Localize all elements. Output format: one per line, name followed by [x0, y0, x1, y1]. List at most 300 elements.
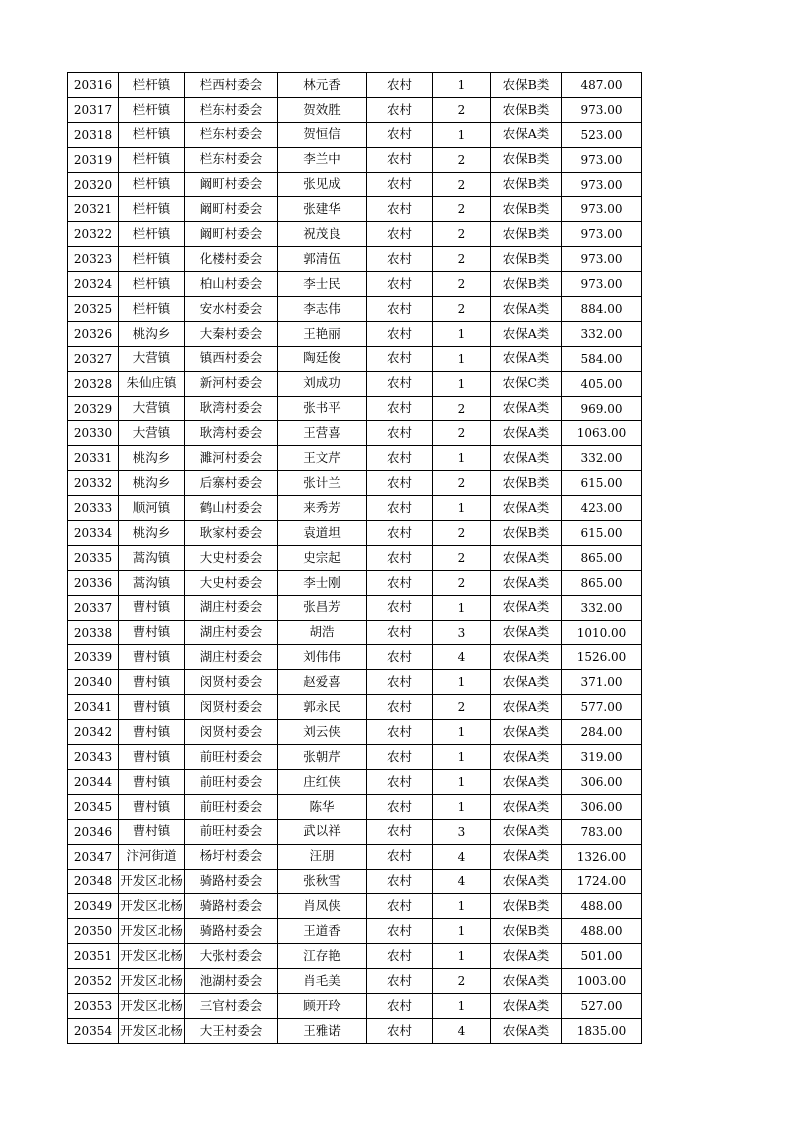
- table-row: [68, 969, 642, 994]
- record-id-cell: 20339: [68, 645, 119, 670]
- record-id-cell: 20320: [68, 172, 119, 197]
- record-id-cell: 20345: [68, 794, 119, 819]
- person-name-cell: 刘云侠: [278, 720, 367, 745]
- town-cell: 朱仙庄镇: [119, 371, 185, 396]
- insurance-category-cell: 农保A类: [491, 969, 562, 994]
- table-row: [68, 545, 642, 570]
- record-id-cell: 20349: [68, 894, 119, 919]
- village-committee-cell: 大王村委会: [185, 1018, 278, 1043]
- amount-cell: 332.00: [562, 446, 642, 471]
- village-committee-cell: 鹤山村委会: [185, 496, 278, 521]
- insurance-category-cell: 农保A类: [491, 720, 562, 745]
- area-type-cell: 农村: [367, 944, 433, 969]
- town-cell: 栏杆镇: [119, 247, 185, 272]
- town-cell: 开发区北杨: [119, 969, 185, 994]
- amount-cell: 615.00: [562, 521, 642, 546]
- amount-cell: 319.00: [562, 745, 642, 770]
- area-type-cell: 农村: [367, 197, 433, 222]
- area-type-cell: 农村: [367, 794, 433, 819]
- table-row: [68, 695, 642, 720]
- record-id-cell: 20323: [68, 247, 119, 272]
- village-committee-cell: 前旺村委会: [185, 745, 278, 770]
- insurance-category-cell: 农保A类: [491, 570, 562, 595]
- area-type-cell: 农村: [367, 446, 433, 471]
- amount-cell: 1003.00: [562, 969, 642, 994]
- insurance-category-cell: 农保A类: [491, 844, 562, 869]
- amount-cell: 615.00: [562, 471, 642, 496]
- area-type-cell: 农村: [367, 645, 433, 670]
- record-id-cell: 20322: [68, 222, 119, 247]
- village-committee-cell: 大张村委会: [185, 944, 278, 969]
- table-row: [68, 272, 642, 297]
- household-count-cell: 1: [433, 595, 491, 620]
- household-count-cell: 3: [433, 620, 491, 645]
- insurance-category-cell: 农保B类: [491, 272, 562, 297]
- insurance-category-cell: 农保B类: [491, 147, 562, 172]
- amount-cell: 1063.00: [562, 421, 642, 446]
- town-cell: 开发区北杨: [119, 993, 185, 1018]
- household-count-cell: 2: [433, 197, 491, 222]
- amount-cell: 501.00: [562, 944, 642, 969]
- town-cell: 栏杆镇: [119, 122, 185, 147]
- household-count-cell: 1: [433, 794, 491, 819]
- table-row: [68, 147, 642, 172]
- town-cell: 曹村镇: [119, 620, 185, 645]
- amount-cell: 865.00: [562, 545, 642, 570]
- household-count-cell: 1: [433, 745, 491, 770]
- person-name-cell: 武以祥: [278, 819, 367, 844]
- town-cell: 曹村镇: [119, 695, 185, 720]
- person-name-cell: 顾开玲: [278, 993, 367, 1018]
- insurance-category-cell: 农保A类: [491, 620, 562, 645]
- person-name-cell: 张建华: [278, 197, 367, 222]
- household-count-cell: 2: [433, 695, 491, 720]
- amount-cell: 584.00: [562, 346, 642, 371]
- insurance-category-cell: 农保A类: [491, 122, 562, 147]
- insurance-category-cell: 农保B类: [491, 97, 562, 122]
- amount-cell: 1835.00: [562, 1018, 642, 1043]
- town-cell: 曹村镇: [119, 645, 185, 670]
- insurance-category-cell: 农保A类: [491, 645, 562, 670]
- town-cell: 栏杆镇: [119, 297, 185, 322]
- town-cell: 桃沟乡: [119, 446, 185, 471]
- person-name-cell: 贺恒信: [278, 122, 367, 147]
- area-type-cell: 农村: [367, 819, 433, 844]
- person-name-cell: 刘成功: [278, 371, 367, 396]
- household-count-cell: 1: [433, 670, 491, 695]
- area-type-cell: 农村: [367, 570, 433, 595]
- village-committee-cell: 阚町村委会: [185, 197, 278, 222]
- area-type-cell: 农村: [367, 595, 433, 620]
- insurance-category-cell: 农保A类: [491, 695, 562, 720]
- amount-cell: 332.00: [562, 595, 642, 620]
- table-row: [68, 446, 642, 471]
- amount-cell: 884.00: [562, 297, 642, 322]
- person-name-cell: 王文芹: [278, 446, 367, 471]
- insurance-category-cell: 农保A类: [491, 869, 562, 894]
- person-name-cell: 赵爱喜: [278, 670, 367, 695]
- record-id-cell: 20332: [68, 471, 119, 496]
- town-cell: 大营镇: [119, 421, 185, 446]
- village-committee-cell: 柏山村委会: [185, 272, 278, 297]
- area-type-cell: 农村: [367, 969, 433, 994]
- record-id-cell: 20354: [68, 1018, 119, 1043]
- record-id-cell: 20317: [68, 97, 119, 122]
- amount-cell: 973.00: [562, 147, 642, 172]
- table-body: [68, 73, 642, 1044]
- household-count-cell: 1: [433, 919, 491, 944]
- table-row: [68, 122, 642, 147]
- village-committee-cell: 骑路村委会: [185, 869, 278, 894]
- area-type-cell: 农村: [367, 745, 433, 770]
- household-count-cell: 2: [433, 396, 491, 421]
- insurance-category-cell: 农保B类: [491, 73, 562, 98]
- table-row: [68, 496, 642, 521]
- area-type-cell: 农村: [367, 720, 433, 745]
- village-committee-cell: 阚町村委会: [185, 222, 278, 247]
- household-count-cell: 2: [433, 545, 491, 570]
- area-type-cell: 农村: [367, 919, 433, 944]
- village-committee-cell: 骑路村委会: [185, 919, 278, 944]
- village-committee-cell: 耿家村委会: [185, 521, 278, 546]
- household-count-cell: 1: [433, 720, 491, 745]
- amount-cell: 1526.00: [562, 645, 642, 670]
- household-count-cell: 2: [433, 147, 491, 172]
- amount-cell: 423.00: [562, 496, 642, 521]
- person-name-cell: 祝茂良: [278, 222, 367, 247]
- insurance-category-cell: 农保A类: [491, 670, 562, 695]
- amount-cell: 488.00: [562, 894, 642, 919]
- insurance-category-cell: 农保B类: [491, 521, 562, 546]
- village-committee-cell: 三官村委会: [185, 993, 278, 1018]
- household-count-cell: 4: [433, 869, 491, 894]
- area-type-cell: 农村: [367, 222, 433, 247]
- insurance-category-cell: 农保A类: [491, 1018, 562, 1043]
- table-row: [68, 297, 642, 322]
- area-type-cell: 农村: [367, 371, 433, 396]
- household-count-cell: 2: [433, 172, 491, 197]
- town-cell: 汴河街道: [119, 844, 185, 869]
- household-count-cell: 3: [433, 819, 491, 844]
- town-cell: 曹村镇: [119, 720, 185, 745]
- record-id-cell: 20330: [68, 421, 119, 446]
- insurance-category-cell: 农保A类: [491, 993, 562, 1018]
- village-committee-cell: 骑路村委会: [185, 894, 278, 919]
- record-id-cell: 20335: [68, 545, 119, 570]
- village-committee-cell: 湖庄村委会: [185, 620, 278, 645]
- area-type-cell: 农村: [367, 894, 433, 919]
- table-row: [68, 1018, 642, 1043]
- person-name-cell: 张书平: [278, 396, 367, 421]
- record-id-cell: 20351: [68, 944, 119, 969]
- insurance-category-cell: 农保A类: [491, 769, 562, 794]
- area-type-cell: 农村: [367, 321, 433, 346]
- amount-cell: 1724.00: [562, 869, 642, 894]
- household-count-cell: 2: [433, 97, 491, 122]
- amount-cell: 284.00: [562, 720, 642, 745]
- village-committee-cell: 湖庄村委会: [185, 645, 278, 670]
- town-cell: 蒿沟镇: [119, 570, 185, 595]
- record-id-cell: 20350: [68, 919, 119, 944]
- household-count-cell: 2: [433, 421, 491, 446]
- village-committee-cell: 濉河村委会: [185, 446, 278, 471]
- town-cell: 开发区北杨: [119, 894, 185, 919]
- household-count-cell: 1: [433, 993, 491, 1018]
- table-row: [68, 645, 642, 670]
- insurance-category-cell: 农保A类: [491, 595, 562, 620]
- household-count-cell: 1: [433, 446, 491, 471]
- insurance-category-cell: 农保B类: [491, 247, 562, 272]
- town-cell: 栏杆镇: [119, 172, 185, 197]
- table-row: [68, 869, 642, 894]
- household-count-cell: 1: [433, 73, 491, 98]
- village-committee-cell: 前旺村委会: [185, 794, 278, 819]
- person-name-cell: 史宗起: [278, 545, 367, 570]
- table-row: [68, 421, 642, 446]
- table-row: [68, 521, 642, 546]
- area-type-cell: 农村: [367, 396, 433, 421]
- person-name-cell: 庄红侠: [278, 769, 367, 794]
- person-name-cell: 江存艳: [278, 944, 367, 969]
- table-row: [68, 819, 642, 844]
- table-row: [68, 197, 642, 222]
- amount-cell: 371.00: [562, 670, 642, 695]
- insurance-category-cell: 农保A类: [491, 545, 562, 570]
- area-type-cell: 农村: [367, 471, 433, 496]
- town-cell: 桃沟乡: [119, 471, 185, 496]
- table-row: [68, 371, 642, 396]
- town-cell: 曹村镇: [119, 794, 185, 819]
- amount-cell: 783.00: [562, 819, 642, 844]
- area-type-cell: 农村: [367, 346, 433, 371]
- amount-cell: 487.00: [562, 73, 642, 98]
- household-count-cell: 2: [433, 272, 491, 297]
- village-committee-cell: 杨圩村委会: [185, 844, 278, 869]
- village-committee-cell: 安水村委会: [185, 297, 278, 322]
- record-id-cell: 20344: [68, 769, 119, 794]
- town-cell: 曹村镇: [119, 745, 185, 770]
- insurance-category-cell: 农保A类: [491, 745, 562, 770]
- village-committee-cell: 新河村委会: [185, 371, 278, 396]
- person-name-cell: 林元香: [278, 73, 367, 98]
- household-count-cell: 1: [433, 496, 491, 521]
- record-id-cell: 20321: [68, 197, 119, 222]
- town-cell: 开发区北杨: [119, 869, 185, 894]
- table-row: [68, 894, 642, 919]
- household-count-cell: 2: [433, 969, 491, 994]
- village-committee-cell: 前旺村委会: [185, 819, 278, 844]
- town-cell: 桃沟乡: [119, 321, 185, 346]
- town-cell: 曹村镇: [119, 670, 185, 695]
- town-cell: 栏杆镇: [119, 73, 185, 98]
- record-id-cell: 20325: [68, 297, 119, 322]
- table-row: [68, 769, 642, 794]
- area-type-cell: 农村: [367, 272, 433, 297]
- amount-cell: 405.00: [562, 371, 642, 396]
- area-type-cell: 农村: [367, 73, 433, 98]
- household-count-cell: 4: [433, 645, 491, 670]
- household-count-cell: 2: [433, 570, 491, 595]
- table-row: [68, 73, 642, 98]
- person-name-cell: 王营喜: [278, 421, 367, 446]
- insurance-category-cell: 农保A类: [491, 944, 562, 969]
- area-type-cell: 农村: [367, 695, 433, 720]
- table-row: [68, 570, 642, 595]
- area-type-cell: 农村: [367, 172, 433, 197]
- person-name-cell: 张见成: [278, 172, 367, 197]
- village-committee-cell: 大秦村委会: [185, 321, 278, 346]
- person-name-cell: 肖凤侠: [278, 894, 367, 919]
- table-row: [68, 346, 642, 371]
- record-id-cell: 20333: [68, 496, 119, 521]
- person-name-cell: 郭清伍: [278, 247, 367, 272]
- town-cell: 顺河镇: [119, 496, 185, 521]
- town-cell: 栏杆镇: [119, 222, 185, 247]
- town-cell: 栏杆镇: [119, 197, 185, 222]
- area-type-cell: 农村: [367, 844, 433, 869]
- amount-cell: 577.00: [562, 695, 642, 720]
- household-count-cell: 1: [433, 346, 491, 371]
- village-committee-cell: 栏西村委会: [185, 73, 278, 98]
- amount-cell: 523.00: [562, 122, 642, 147]
- area-type-cell: 农村: [367, 1018, 433, 1043]
- record-id-cell: 20316: [68, 73, 119, 98]
- record-id-cell: 20318: [68, 122, 119, 147]
- insurance-category-cell: 农保A类: [491, 396, 562, 421]
- table-row: [68, 944, 642, 969]
- area-type-cell: 农村: [367, 521, 433, 546]
- village-committee-cell: 栏东村委会: [185, 122, 278, 147]
- household-count-cell: 1: [433, 371, 491, 396]
- village-committee-cell: 栏东村委会: [185, 147, 278, 172]
- record-id-cell: 20353: [68, 993, 119, 1018]
- amount-cell: 973.00: [562, 172, 642, 197]
- person-name-cell: 贺效胜: [278, 97, 367, 122]
- village-committee-cell: 阚町村委会: [185, 172, 278, 197]
- insurance-category-cell: 农保B类: [491, 172, 562, 197]
- person-name-cell: 李兰中: [278, 147, 367, 172]
- town-cell: 开发区北杨: [119, 1018, 185, 1043]
- person-name-cell: 来秀芳: [278, 496, 367, 521]
- table-row: [68, 247, 642, 272]
- village-committee-cell: 耿湾村委会: [185, 396, 278, 421]
- insurance-category-cell: 农保B类: [491, 471, 562, 496]
- amount-cell: 1326.00: [562, 844, 642, 869]
- insurance-category-cell: 农保A类: [491, 446, 562, 471]
- amount-cell: 306.00: [562, 794, 642, 819]
- household-count-cell: 2: [433, 222, 491, 247]
- village-committee-cell: 栏东村委会: [185, 97, 278, 122]
- person-name-cell: 张朝芹: [278, 745, 367, 770]
- record-id-cell: 20328: [68, 371, 119, 396]
- amount-cell: 973.00: [562, 97, 642, 122]
- person-name-cell: 李士民: [278, 272, 367, 297]
- table-row: [68, 471, 642, 496]
- person-name-cell: 陶廷俊: [278, 346, 367, 371]
- insurance-category-cell: 农保B类: [491, 197, 562, 222]
- person-name-cell: 李志伟: [278, 297, 367, 322]
- insurance-category-cell: 农保A类: [491, 496, 562, 521]
- amount-cell: 332.00: [562, 321, 642, 346]
- person-name-cell: 汪朋: [278, 844, 367, 869]
- record-id-cell: 20338: [68, 620, 119, 645]
- insurance-category-cell: 农保C类: [491, 371, 562, 396]
- amount-cell: 1010.00: [562, 620, 642, 645]
- record-id-cell: 20326: [68, 321, 119, 346]
- person-name-cell: 肖毛美: [278, 969, 367, 994]
- table-row: [68, 993, 642, 1018]
- record-id-cell: 20331: [68, 446, 119, 471]
- town-cell: 曹村镇: [119, 595, 185, 620]
- area-type-cell: 农村: [367, 421, 433, 446]
- town-cell: 栏杆镇: [119, 272, 185, 297]
- insurance-category-cell: 农保A类: [491, 421, 562, 446]
- household-count-cell: 2: [433, 521, 491, 546]
- record-id-cell: 20343: [68, 745, 119, 770]
- record-id-cell: 20327: [68, 346, 119, 371]
- town-cell: 大营镇: [119, 346, 185, 371]
- record-id-cell: 20341: [68, 695, 119, 720]
- household-count-cell: 2: [433, 471, 491, 496]
- record-id-cell: 20348: [68, 869, 119, 894]
- amount-cell: 488.00: [562, 919, 642, 944]
- town-cell: 开发区北杨: [119, 919, 185, 944]
- person-name-cell: 刘伟伟: [278, 645, 367, 670]
- record-id-cell: 20337: [68, 595, 119, 620]
- amount-cell: 306.00: [562, 769, 642, 794]
- assistance-roster-table: [67, 72, 642, 1044]
- town-cell: 桃沟乡: [119, 521, 185, 546]
- table-row: [68, 670, 642, 695]
- record-id-cell: 20342: [68, 720, 119, 745]
- amount-cell: 973.00: [562, 197, 642, 222]
- insurance-category-cell: 农保A类: [491, 321, 562, 346]
- amount-cell: 969.00: [562, 396, 642, 421]
- table-row: [68, 222, 642, 247]
- household-count-cell: 1: [433, 122, 491, 147]
- town-cell: 大营镇: [119, 396, 185, 421]
- insurance-category-cell: 农保A类: [491, 794, 562, 819]
- person-name-cell: 王艳丽: [278, 321, 367, 346]
- village-committee-cell: 耿湾村委会: [185, 421, 278, 446]
- person-name-cell: 张计兰: [278, 471, 367, 496]
- area-type-cell: 农村: [367, 496, 433, 521]
- record-id-cell: 20319: [68, 147, 119, 172]
- village-committee-cell: 镇西村委会: [185, 346, 278, 371]
- table-row: [68, 97, 642, 122]
- record-id-cell: 20329: [68, 396, 119, 421]
- household-count-cell: 2: [433, 297, 491, 322]
- amount-cell: 973.00: [562, 272, 642, 297]
- table-row: [68, 620, 642, 645]
- person-name-cell: 王雅诺: [278, 1018, 367, 1043]
- household-count-cell: 4: [433, 844, 491, 869]
- person-name-cell: 郭永民: [278, 695, 367, 720]
- area-type-cell: 农村: [367, 247, 433, 272]
- village-committee-cell: 后寨村委会: [185, 471, 278, 496]
- table-row: [68, 844, 642, 869]
- village-committee-cell: 闵贤村委会: [185, 720, 278, 745]
- area-type-cell: 农村: [367, 297, 433, 322]
- town-cell: 栏杆镇: [119, 147, 185, 172]
- table-row: [68, 794, 642, 819]
- insurance-category-cell: 农保B类: [491, 919, 562, 944]
- town-cell: 蒿沟镇: [119, 545, 185, 570]
- area-type-cell: 农村: [367, 147, 433, 172]
- town-cell: 曹村镇: [119, 769, 185, 794]
- village-committee-cell: 湖庄村委会: [185, 595, 278, 620]
- area-type-cell: 农村: [367, 869, 433, 894]
